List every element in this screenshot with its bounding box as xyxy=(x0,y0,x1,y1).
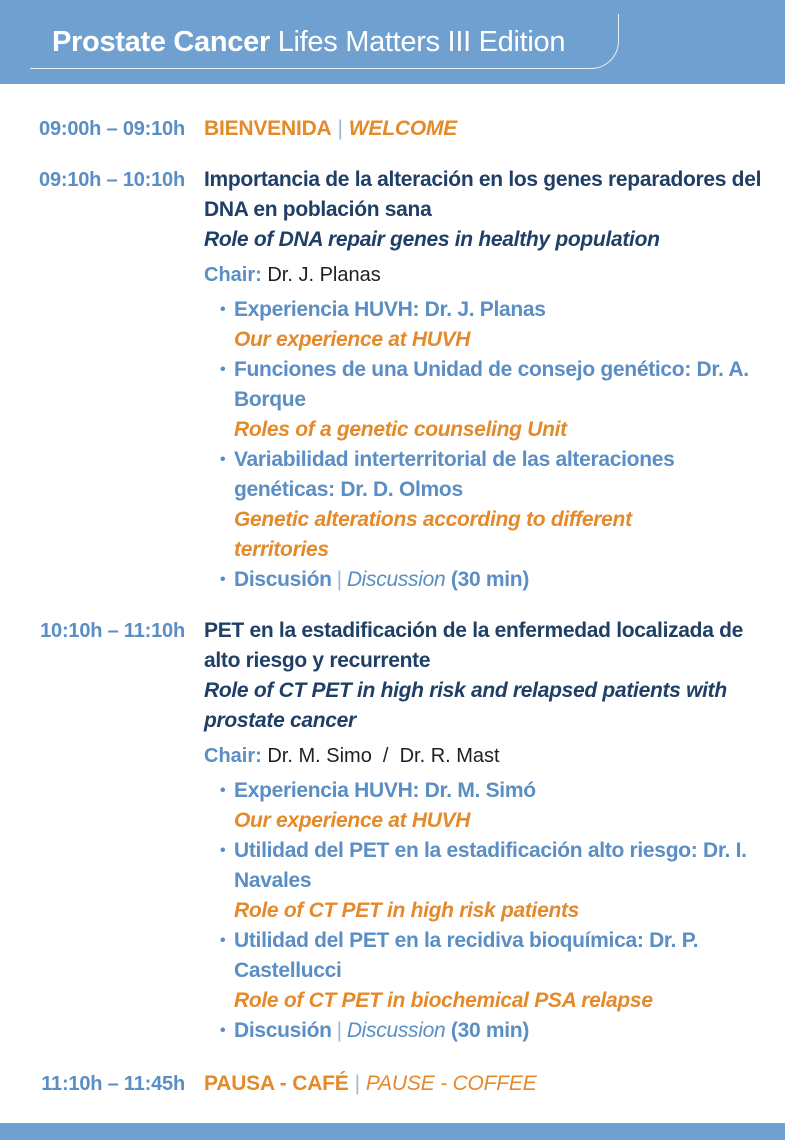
bullet-icon: • xyxy=(220,1022,226,1039)
talk-title-en: Our experience at HUVH xyxy=(234,809,471,832)
talk-title-en: Roles of a genetic counseling Unit xyxy=(234,418,567,441)
chair-label: Chair: xyxy=(204,745,262,767)
coffee-en: PAUSE - COFFEE xyxy=(365,1072,537,1095)
session-title-es: Importancia de la alteración en los genes reparadores del DNA en población sana xyxy=(204,168,762,221)
separator: | xyxy=(336,1019,342,1042)
bullet-icon: • xyxy=(220,571,226,588)
session-title-en: Role of CT PET in high risk and relapsed patients with prostate cancer xyxy=(204,679,727,732)
bullet-icon: • xyxy=(220,361,226,378)
bullet-icon: • xyxy=(220,932,226,949)
slot-time: 10:10h – 11:10h xyxy=(40,620,185,642)
discussion-es: Discusión xyxy=(234,1019,332,1042)
talk-item xyxy=(204,445,774,565)
talk-title-en: Role of CT PET in high risk patients xyxy=(234,899,580,922)
header-bar xyxy=(0,0,785,84)
talk-title-es: Utilidad del PET en la estadificación alto riesgo: Dr. I. Navales xyxy=(234,839,747,892)
welcome-en: WELCOME xyxy=(348,117,458,140)
talk-title-es: Experiencia HUVH: Dr. M. Simó xyxy=(234,779,536,802)
bullet-icon: • xyxy=(220,842,226,859)
chair-value: Dr. J. Planas xyxy=(267,264,381,286)
slot-content xyxy=(204,1069,774,1099)
talk-title-en: Genetic alterations according to different territories xyxy=(234,508,632,561)
discussion-duration: (30 min) xyxy=(450,568,530,591)
discussion-duration: (30 min) xyxy=(450,1019,530,1042)
separator: | xyxy=(337,117,343,140)
session-title-es: PET en la estadificación de la enfermedad localizada de alto riesgo y recurrente xyxy=(204,619,744,672)
talk-title-en: Role of CT PET in biochemical PSA relapse xyxy=(234,989,653,1012)
session-title-en: Role of DNA repair genes in healthy population xyxy=(204,228,660,251)
discussion-en: Discussion xyxy=(346,1019,446,1042)
slot-content xyxy=(204,114,774,144)
discussion-en: Discussion xyxy=(346,568,446,591)
talk-item xyxy=(204,295,774,355)
chair-line xyxy=(204,260,774,290)
bullet-icon: • xyxy=(220,451,226,468)
talk-title-es: Experiencia HUVH: Dr. J. Planas xyxy=(234,298,546,321)
talk-item xyxy=(204,355,774,445)
slot-time: 11:10h – 11:45h xyxy=(41,1073,185,1095)
talk-item xyxy=(204,836,774,926)
bullet-icon: • xyxy=(220,301,226,318)
talk-title-es: Funciones de una Unidad de consejo genético: Dr. A. Borque xyxy=(234,358,749,411)
title-bold: Prostate Cancer xyxy=(52,26,270,58)
talk-item-discussion xyxy=(204,565,774,595)
talk-list xyxy=(204,776,774,1046)
page-title xyxy=(52,24,565,60)
title-light: Lifes Matters III Edition xyxy=(277,26,566,58)
discussion-line xyxy=(234,1016,774,1046)
talk-item xyxy=(204,926,774,1016)
footer-bar xyxy=(0,1123,785,1140)
talk-title-es: Variabilidad interterritorial de las alteraciones genéticas: Dr. D. Olmos xyxy=(234,448,675,501)
slot-time: 09:10h – 10:10h xyxy=(39,169,185,191)
chair-label: Chair: xyxy=(204,264,262,286)
talk-title-en: Our experience at HUVH xyxy=(234,328,471,351)
welcome-label xyxy=(204,117,457,140)
talk-list xyxy=(204,295,774,595)
welcome-es: BIENVENIDA xyxy=(204,117,332,140)
discussion-es: Discusión xyxy=(234,568,332,591)
talk-title-es: Utilidad del PET en la recidiva bioquímica: Dr. P. Castellucci xyxy=(234,929,699,982)
separator: | xyxy=(336,568,342,591)
bullet-icon: • xyxy=(220,782,226,799)
talk-item xyxy=(204,776,774,836)
talk-item-discussion xyxy=(204,1016,774,1046)
discussion-line xyxy=(234,565,774,595)
chair-value: Dr. M. Simo / Dr. R. Mast xyxy=(267,745,500,767)
chair-line xyxy=(204,741,774,771)
coffee-label xyxy=(204,1072,537,1095)
slot-content xyxy=(204,616,774,1046)
slot-content xyxy=(204,165,774,595)
slot-time: 09:00h – 09:10h xyxy=(39,118,185,140)
coffee-es: PAUSA - CAFÉ xyxy=(204,1072,349,1095)
separator: | xyxy=(354,1072,360,1095)
